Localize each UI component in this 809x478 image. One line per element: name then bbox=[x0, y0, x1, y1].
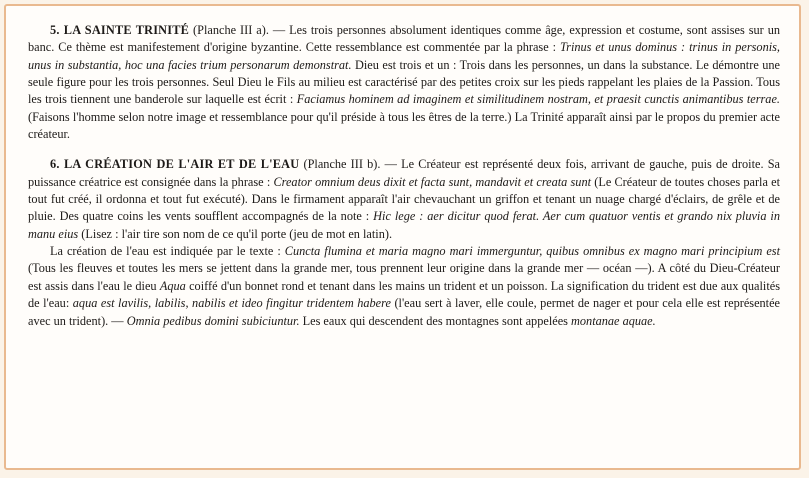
body-text: (Planche III a). — Les trois personnes absolument identiques comme âge, expression et costume, sont assises sur un banc. Ce thème est manifestement d'origine byzantine. Cette ressemblance est commentée par la phrase : bbox=[28, 23, 781, 55]
latin-quote: Hic lege : aer dicitur quod ferat. Aer cum quatuor ventis et grando nix pluvia in manu eius bbox=[28, 209, 780, 241]
paragraph bbox=[28, 22, 780, 143]
entry-creation-air-eau bbox=[28, 156, 780, 329]
body-text: Les eaux qui descendent des montagnes sont appelées bbox=[299, 313, 572, 328]
paragraph bbox=[28, 156, 780, 243]
document-page bbox=[28, 22, 780, 330]
body-text: (l'eau sert à laver, elle coule, permet de nager et pour cela elle est représentée avec un trident). — bbox=[28, 296, 781, 328]
latin-quote: Cuncta flumina et maria magno mari immerguntur, quibus omnibus ex magno mari principium est bbox=[284, 244, 780, 259]
body-text: (Faisons l'homme selon notre image et ressemblance pour qu'il préside à tous les êtres de la terre.) La Trinité apparaît ainsi par le propos du premier acte créateur. bbox=[28, 109, 780, 142]
paragraph bbox=[28, 243, 780, 330]
latin-quote: Trinus et unus dominus : trinus in personis, unus in substantia, hoc una facies trium personarum demonstrat. bbox=[28, 40, 780, 72]
latin-quote: Faciamus hominem ad imaginem et similitudinem nostram, et praesit cunctis animantibus terrae. bbox=[296, 92, 780, 107]
latin-quote: Aqua bbox=[159, 278, 186, 293]
latin-quote: aqua est lavilis, labilis, nabilis et ideo fingitur tridentem habere bbox=[72, 296, 391, 311]
body-text: (Planche III b). — Le Créateur est représenté deux fois, arrivant de gauche, puis de droite. Sa puissance créatrice est consignée dans la phrase : bbox=[28, 157, 780, 189]
body-text: coiffé d'un bonnet rond et tenant dans les mains un trident et un poisson. La signification du trident est due aux qualités de l'eau: bbox=[28, 278, 780, 311]
entry-sainte-trinite bbox=[28, 22, 780, 143]
latin-quote: Omnia pedibus domini subiciuntur. bbox=[126, 313, 300, 328]
body-text: (Le Créateur de toutes choses parla et tout fut créé, il ordonna et tout fut exécuté). Dans le firmament apparaît l'air chevauchant un griffon et tenant un nuage chargé d'éclairs, de grêle et de pluie. Des quatre coins les vents soufflent accompagnés de la note : bbox=[28, 174, 780, 224]
body-text: La création de l'eau est indiquée par le texte : bbox=[50, 244, 285, 259]
section-heading: 5. LA SAINTE TRINITÉ bbox=[50, 23, 190, 37]
body-text: Dieu est trois et un : Trois dans les personnes, un dans la substance. Le démontre une seule figure pour les trois personnes. Seul Dieu le Fils au milieu est caractérisé par des petites croix sur les pieds rappelant les plaies de la Passion. Tous les trois tiennent une banderole sur laquelle est écrit : bbox=[28, 57, 781, 107]
body-text: (Lisez : l'air tire son nom de ce qu'il porte (jeu de mot en latin). bbox=[78, 226, 393, 241]
section-heading: 6. LA CRÉATION DE L'AIR ET DE L'EAU bbox=[50, 157, 300, 172]
latin-quote: montanae aquae. bbox=[571, 313, 656, 328]
latin-quote: Creator omnium deus dixit et facta sunt, mandavit et creata sunt bbox=[273, 174, 592, 189]
body-text: (Tous les fleuves et toutes les mers se jettent dans la grande mer, tous prennent leur origine dans la grande mer — océan —). A côté du Dieu-Créateur est assis dans l'eau le dieu bbox=[28, 261, 780, 293]
